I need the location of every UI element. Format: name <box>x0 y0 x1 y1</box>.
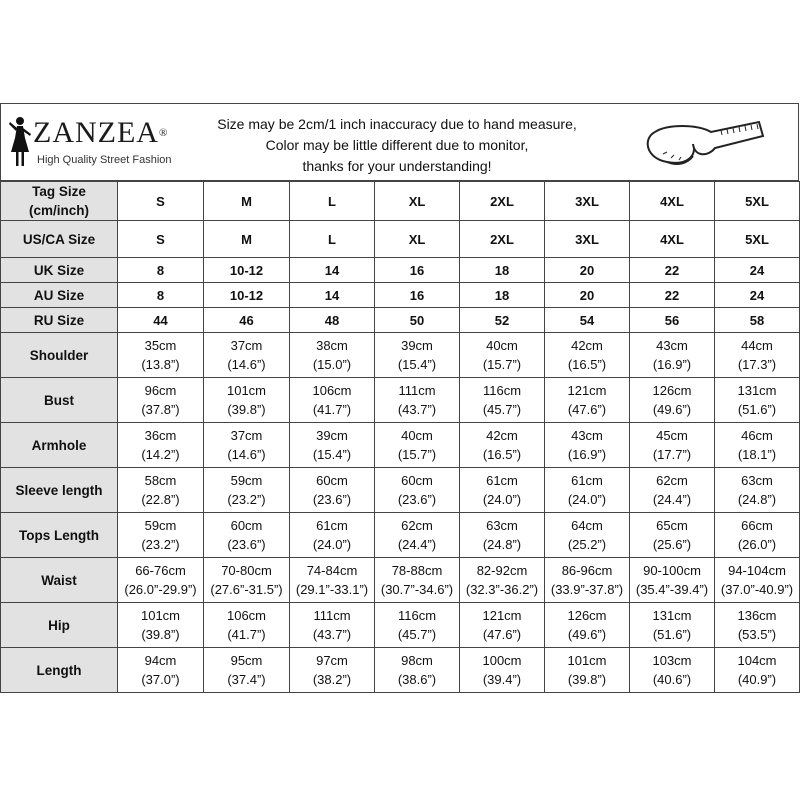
table-cell: 52 <box>460 308 545 333</box>
table-cell <box>290 648 375 693</box>
cell-cm-value: 59cm <box>144 518 177 533</box>
size-chart-header <box>0 103 799 181</box>
cell-inch-value: (15.7”) <box>397 447 437 462</box>
row-label-line: US/CA Size <box>22 231 96 247</box>
cell-cm-value: 60cm <box>401 473 433 488</box>
table-cell <box>118 333 204 378</box>
cell-inch-value: (40.6”) <box>652 672 692 687</box>
cell-inch-value: (24.4”) <box>652 492 692 507</box>
table-cell <box>545 513 630 558</box>
row-label-line: Hip <box>48 617 70 633</box>
table-cell <box>630 513 715 558</box>
table-cell <box>118 468 204 513</box>
row-label-line: UK Size <box>33 262 85 278</box>
cell-cm-value: 39cm <box>316 428 348 443</box>
cell-cm-value: 101cm <box>140 608 181 623</box>
cell-cm-value: 66cm <box>741 518 773 533</box>
cell-inch-value: (37.0”) <box>141 672 180 687</box>
table-cell: XL <box>375 221 460 258</box>
measuring-tape-icon <box>637 110 767 174</box>
table-cell <box>545 558 630 603</box>
cell-inch-value: (23.2”) <box>227 492 266 507</box>
table-cell <box>118 603 204 648</box>
cell-inch-value: (23.6”) <box>227 537 266 552</box>
cell-cm-value: 35cm <box>144 338 177 353</box>
cell-cm-value: 131cm <box>652 608 692 623</box>
cell-inch-value: (17.3”) <box>737 357 777 372</box>
row-label <box>1 558 118 603</box>
cell-cm-value: 95cm <box>230 653 263 668</box>
cell-inch-value: (33.9”-37.8”) <box>550 582 624 597</box>
fashion-silhouette-icon <box>7 116 33 168</box>
table-cell: 8 <box>118 258 204 283</box>
table-cell: 58 <box>715 308 800 333</box>
table-cell: 14 <box>290 258 375 283</box>
table-cell <box>375 558 460 603</box>
table-cell <box>545 648 630 693</box>
table-row <box>1 258 800 283</box>
table-row <box>1 468 800 513</box>
table-cell <box>630 468 715 513</box>
row-label <box>1 603 118 648</box>
cell-inch-value: (24.0”) <box>312 537 352 552</box>
table-cell <box>460 333 545 378</box>
cell-inch-value: (45.7”) <box>482 402 522 417</box>
cell-inch-value: (41.7”) <box>227 627 266 642</box>
row-label <box>1 513 118 558</box>
table-cell <box>630 333 715 378</box>
cell-inch-value: (16.5”) <box>567 357 607 372</box>
cell-cm-value: 106cm <box>312 383 352 398</box>
table-cell <box>715 648 800 693</box>
table-cell <box>375 378 460 423</box>
cell-inch-value: (49.6”) <box>567 627 607 642</box>
cell-inch-value: (45.7”) <box>397 627 437 642</box>
cell-inch-value: (24.0”) <box>482 492 522 507</box>
cell-inch-value: (26.0”) <box>737 537 777 552</box>
row-label <box>1 648 118 693</box>
cell-inch-value: (30.7”-34.6”) <box>380 582 454 597</box>
cell-inch-value: (43.7”) <box>397 402 437 417</box>
cell-inch-value: (13.8”) <box>141 357 180 372</box>
row-label-line: Sleeve length <box>15 482 103 498</box>
table-cell: S <box>118 182 204 221</box>
table-cell: 22 <box>630 283 715 308</box>
cell-inch-value: (24.8”) <box>737 492 777 507</box>
row-label-line: Waist <box>41 572 77 588</box>
table-cell <box>715 513 800 558</box>
cell-inch-value: (49.6”) <box>652 402 692 417</box>
table-cell <box>630 423 715 468</box>
table-cell <box>545 468 630 513</box>
table-cell: 5XL <box>715 221 800 258</box>
table-cell <box>375 513 460 558</box>
table-row <box>1 378 800 423</box>
cell-inch-value: (47.6”) <box>567 402 607 417</box>
table-cell <box>715 378 800 423</box>
cell-cm-value: 111cm <box>313 608 351 623</box>
table-cell <box>715 558 800 603</box>
cell-cm-value: 106cm <box>226 608 267 623</box>
table-cell: 18 <box>460 258 545 283</box>
table-cell <box>715 468 800 513</box>
row-label <box>1 221 118 258</box>
cell-cm-value: 39cm <box>401 338 433 353</box>
note-line: Color may be little different due to monitor, <box>265 137 529 153</box>
table-cell <box>118 423 204 468</box>
cell-inch-value: (41.7”) <box>312 402 352 417</box>
cell-cm-value: 136cm <box>737 608 777 623</box>
cell-inch-value: (15.4”) <box>312 447 352 462</box>
cell-cm-value: 60cm <box>230 518 263 533</box>
cell-inch-value: (39.8”) <box>227 402 266 417</box>
table-cell <box>290 333 375 378</box>
row-label-line: Tops Length <box>19 527 99 543</box>
row-label-line: Shoulder <box>29 347 89 363</box>
cell-inch-value: (35.4”-39.4”) <box>635 582 709 597</box>
table-cell <box>375 603 460 648</box>
cell-cm-value: 43cm <box>571 428 603 443</box>
row-label-line: AU Size <box>33 287 85 303</box>
table-cell: 50 <box>375 308 460 333</box>
cell-inch-value: (15.0”) <box>312 357 352 372</box>
cell-cm-value: 42cm <box>571 338 603 353</box>
cell-inch-value: (24.8”) <box>482 537 522 552</box>
row-label <box>1 308 118 333</box>
cell-inch-value: (14.2”) <box>141 447 180 462</box>
row-label-line: Tag Size <box>32 184 86 199</box>
table-cell <box>545 378 630 423</box>
row-label-line: RU Size <box>33 312 85 328</box>
table-cell: S <box>118 221 204 258</box>
row-label <box>1 423 118 468</box>
cell-cm-value: 61cm <box>571 473 603 488</box>
cell-inch-value: (24.0”) <box>567 492 607 507</box>
table-cell: 16 <box>375 258 460 283</box>
table-cell <box>204 603 290 648</box>
cell-inch-value: (51.6”) <box>737 402 777 417</box>
table-cell <box>375 648 460 693</box>
note-line: Size may be 2cm/1 inch inaccuracy due to hand measure, <box>217 116 577 132</box>
cell-cm-value: 36cm <box>144 428 177 443</box>
table-cell: XL <box>375 182 460 221</box>
cell-cm-value: 121cm <box>567 383 607 398</box>
table-cell <box>545 333 630 378</box>
cell-cm-value: 116cm <box>482 383 522 398</box>
table-row <box>1 333 800 378</box>
cell-cm-value: 62cm <box>656 473 688 488</box>
cell-inch-value: (15.7”) <box>482 357 522 372</box>
table-cell: L <box>290 221 375 258</box>
cell-cm-value: 116cm <box>397 608 437 623</box>
table-cell <box>204 378 290 423</box>
cell-inch-value: (38.2”) <box>312 672 352 687</box>
cell-cm-value: 94cm <box>144 653 177 668</box>
table-cell <box>290 513 375 558</box>
row-label <box>1 333 118 378</box>
cell-cm-value: 101cm <box>226 383 267 398</box>
cell-cm-value: 96cm <box>144 383 177 398</box>
note-line: thanks for your understanding! <box>302 158 492 174</box>
table-row <box>1 283 800 308</box>
cell-cm-value: 70-80cm <box>221 563 272 578</box>
cell-cm-value: 64cm <box>571 518 603 533</box>
table-cell: 18 <box>460 283 545 308</box>
table-cell <box>375 333 460 378</box>
cell-cm-value: 101cm <box>567 653 607 668</box>
table-row <box>1 648 800 693</box>
table-row <box>1 423 800 468</box>
table-cell <box>460 648 545 693</box>
table-cell <box>204 468 290 513</box>
cell-inch-value: (26.0”-29.9”) <box>124 582 197 597</box>
cell-inch-value: (14.6”) <box>227 447 266 462</box>
cell-cm-value: 103cm <box>652 653 692 668</box>
cell-inch-value: (37.4”) <box>227 672 266 687</box>
table-cell: 44 <box>118 308 204 333</box>
cell-inch-value: (14.6”) <box>227 357 266 372</box>
table-cell: 3XL <box>545 221 630 258</box>
table-row <box>1 221 800 258</box>
cell-inch-value: (27.6”-31.5”) <box>210 582 283 597</box>
cell-inch-value: (51.6”) <box>652 627 692 642</box>
cell-cm-value: 82-92cm <box>476 563 528 578</box>
table-cell: 48 <box>290 308 375 333</box>
table-cell <box>290 468 375 513</box>
table-cell <box>460 468 545 513</box>
cell-cm-value: 38cm <box>316 338 348 353</box>
cell-cm-value: 98cm <box>401 653 433 668</box>
table-cell <box>460 558 545 603</box>
cell-cm-value: 66-76cm <box>135 563 186 578</box>
cell-cm-value: 86-96cm <box>561 563 613 578</box>
cell-cm-value: 126cm <box>652 383 692 398</box>
row-label <box>1 378 118 423</box>
cell-inch-value: (23.2”) <box>141 537 180 552</box>
table-cell <box>715 423 800 468</box>
table-cell: 4XL <box>630 182 715 221</box>
table-cell: 3XL <box>545 182 630 221</box>
brand-name: ZANZEA® <box>33 116 169 149</box>
cell-inch-value: (39.8”) <box>567 672 607 687</box>
row-label-line: Length <box>36 662 82 678</box>
cell-inch-value: (37.8”) <box>141 402 180 417</box>
cell-cm-value: 97cm <box>316 653 348 668</box>
cell-inch-value: (39.8”) <box>141 627 180 642</box>
table-cell: 4XL <box>630 221 715 258</box>
cell-cm-value: 78-88cm <box>391 563 443 578</box>
cell-cm-value: 37cm <box>230 428 263 443</box>
cell-cm-value: 121cm <box>482 608 522 623</box>
cell-cm-value: 63cm <box>486 518 518 533</box>
table-cell: 10-12 <box>204 258 290 283</box>
table-cell <box>290 423 375 468</box>
table-cell <box>204 648 290 693</box>
cell-cm-value: 37cm <box>230 338 263 353</box>
cell-cm-value: 61cm <box>316 518 348 533</box>
table-cell <box>460 378 545 423</box>
table-cell <box>460 603 545 648</box>
table-cell <box>290 558 375 603</box>
row-label <box>1 182 118 221</box>
table-cell: 54 <box>545 308 630 333</box>
cell-inch-value: (18.1”) <box>737 447 777 462</box>
table-cell <box>290 378 375 423</box>
table-cell <box>118 558 204 603</box>
table-cell <box>204 513 290 558</box>
table-cell: 8 <box>118 283 204 308</box>
cell-cm-value: 45cm <box>656 428 688 443</box>
table-row <box>1 182 800 221</box>
table-cell: 2XL <box>460 182 545 221</box>
cell-inch-value: (17.7”) <box>652 447 692 462</box>
brand-logo <box>7 114 197 174</box>
table-cell <box>118 513 204 558</box>
row-label <box>1 283 118 308</box>
table-cell <box>630 378 715 423</box>
table-cell: 14 <box>290 283 375 308</box>
table-cell <box>630 558 715 603</box>
table-cell: M <box>204 182 290 221</box>
cell-cm-value: 111cm <box>398 383 436 398</box>
cell-inch-value: (22.8”) <box>141 492 180 507</box>
row-label <box>1 468 118 513</box>
table-cell: 56 <box>630 308 715 333</box>
cell-cm-value: 74-84cm <box>306 563 358 578</box>
cell-inch-value: (25.2”) <box>567 537 607 552</box>
table-row <box>1 558 800 603</box>
row-label-line: (cm/inch) <box>28 203 89 218</box>
cell-cm-value: 42cm <box>486 428 518 443</box>
cell-inch-value: (39.4”) <box>482 672 522 687</box>
cell-cm-value: 60cm <box>316 473 348 488</box>
cell-inch-value: (47.6”) <box>482 627 522 642</box>
table-cell: 24 <box>715 258 800 283</box>
table-cell <box>545 603 630 648</box>
cell-cm-value: 58cm <box>144 473 177 488</box>
cell-cm-value: 61cm <box>486 473 518 488</box>
cell-cm-value: 94-104cm <box>728 563 786 578</box>
table-cell <box>204 558 290 603</box>
cell-cm-value: 65cm <box>656 518 688 533</box>
table-cell <box>715 333 800 378</box>
table-cell: 5XL <box>715 182 800 221</box>
table-cell <box>118 648 204 693</box>
cell-inch-value: (40.9”) <box>737 672 777 687</box>
brand-tagline: High Quality Street Fashion <box>37 154 172 166</box>
cell-cm-value: 46cm <box>741 428 773 443</box>
size-table-body <box>1 182 800 693</box>
table-row <box>1 308 800 333</box>
cell-cm-value: 100cm <box>482 653 522 668</box>
cell-inch-value: (15.4”) <box>397 357 437 372</box>
cell-cm-value: 63cm <box>741 473 773 488</box>
cell-inch-value: (23.6”) <box>312 492 352 507</box>
table-cell <box>460 513 545 558</box>
table-cell: 16 <box>375 283 460 308</box>
table-cell <box>290 603 375 648</box>
size-table <box>0 181 800 693</box>
table-cell <box>715 603 800 648</box>
table-cell <box>204 333 290 378</box>
cell-inch-value: (25.6”) <box>652 537 692 552</box>
cell-inch-value: (16.9”) <box>567 447 607 462</box>
table-cell <box>545 423 630 468</box>
cell-cm-value: 40cm <box>486 338 518 353</box>
cell-cm-value: 131cm <box>737 383 777 398</box>
table-cell: 10-12 <box>204 283 290 308</box>
cell-cm-value: 40cm <box>401 428 433 443</box>
table-cell: 24 <box>715 283 800 308</box>
size-notes <box>197 114 597 177</box>
cell-inch-value: (23.6”) <box>397 492 437 507</box>
cell-inch-value: (32.3”-36.2”) <box>465 582 539 597</box>
cell-inch-value: (16.5”) <box>482 447 522 462</box>
cell-cm-value: 59cm <box>230 473 263 488</box>
cell-cm-value: 104cm <box>737 653 777 668</box>
cell-cm-value: 126cm <box>567 608 607 623</box>
table-cell: M <box>204 221 290 258</box>
row-label <box>1 258 118 283</box>
cell-inch-value: (43.7”) <box>312 627 352 642</box>
row-label-line: Armhole <box>31 437 87 453</box>
cell-cm-value: 43cm <box>656 338 688 353</box>
table-cell <box>460 423 545 468</box>
table-cell <box>118 378 204 423</box>
table-cell <box>630 648 715 693</box>
cell-inch-value: (16.9”) <box>652 357 692 372</box>
table-cell <box>375 468 460 513</box>
table-cell: 22 <box>630 258 715 283</box>
cell-inch-value: (53.5”) <box>737 627 777 642</box>
cell-inch-value: (37.0”-40.9”) <box>720 582 794 597</box>
table-cell: 20 <box>545 283 630 308</box>
table-cell <box>630 603 715 648</box>
cell-inch-value: (24.4”) <box>397 537 437 552</box>
table-cell: L <box>290 182 375 221</box>
table-row <box>1 603 800 648</box>
row-label-line: Bust <box>44 392 74 408</box>
size-chart <box>0 103 800 691</box>
table-cell <box>375 423 460 468</box>
cell-cm-value: 90-100cm <box>643 563 701 578</box>
cell-cm-value: 44cm <box>741 338 773 353</box>
cell-inch-value: (38.6”) <box>397 672 437 687</box>
table-cell: 46 <box>204 308 290 333</box>
cell-inch-value: (29.1”-33.1”) <box>295 582 369 597</box>
table-row <box>1 513 800 558</box>
table-cell: 2XL <box>460 221 545 258</box>
table-cell <box>204 423 290 468</box>
table-cell: 20 <box>545 258 630 283</box>
cell-cm-value: 62cm <box>401 518 433 533</box>
